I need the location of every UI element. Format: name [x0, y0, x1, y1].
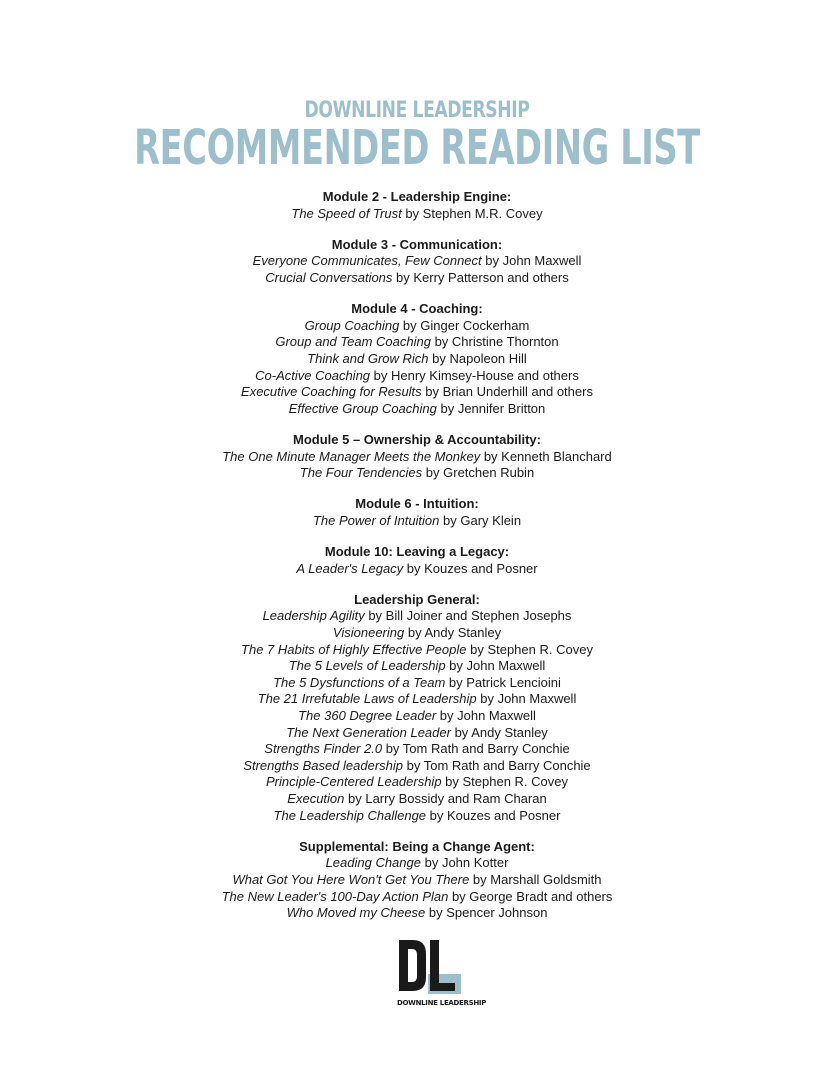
header-supertitle: DOWNLINE LEADERSHIP — [304, 98, 530, 123]
reading-section — [0, 839, 834, 922]
book-author: by Patrick Lencioini — [445, 674, 561, 690]
book-entry — [0, 725, 834, 742]
reading-section — [0, 432, 834, 482]
book-entry — [0, 561, 834, 578]
book-title: Group and Team Coaching — [275, 334, 431, 350]
book-title: Co-Active Coaching — [255, 367, 371, 383]
book-author: by Ginger Cockerham — [399, 317, 530, 333]
book-title: The Power of Intuition — [312, 512, 440, 528]
book-title: Who Moved my Cheese — [286, 905, 426, 921]
dl-logo-mark — [397, 938, 463, 996]
book-author: by John Maxwell — [481, 253, 582, 269]
book-entry — [0, 758, 834, 775]
book-entry — [0, 774, 834, 791]
book-author: by Gretchen Rubin — [422, 465, 535, 481]
book-title: The 7 Habits of Highly Effective People — [241, 641, 467, 657]
book-entry — [0, 449, 834, 466]
book-entry — [0, 318, 834, 335]
book-title: Strengths Based leadership — [243, 757, 404, 773]
book-title: Visioneering — [332, 625, 405, 641]
book-author: by Bill Joiner and Stephen Josephs — [364, 608, 572, 624]
book-author: by Kouzes and Posner — [426, 807, 561, 823]
book-entry — [0, 465, 834, 482]
book-entry — [0, 658, 834, 675]
book-title: Leadership Agility — [262, 608, 365, 624]
book-author: by John Maxwell — [445, 658, 546, 674]
reading-section — [0, 544, 834, 577]
book-entry — [0, 855, 834, 872]
book-title: The Next Generation Leader — [286, 724, 451, 740]
book-author: by Napoleon Hill — [428, 350, 527, 366]
section-title: Module 4 - Coaching: — [351, 301, 483, 317]
book-title: The 21 Irrefutable Laws of Leadership — [257, 691, 477, 707]
book-author: by Stephen R. Covey — [466, 641, 593, 657]
book-author: by John Maxwell — [476, 691, 577, 707]
book-author: by Marshall Goldsmith — [469, 871, 602, 887]
book-entry — [0, 905, 834, 922]
book-title: Executive Coaching for Results — [241, 384, 422, 400]
book-entry — [0, 384, 834, 401]
book-title: Crucial Conversations — [265, 269, 393, 285]
book-title: The One Minute Manager Meets the Monkey — [222, 448, 481, 464]
book-author: by Larry Bossidy and Ram Charan — [344, 790, 547, 806]
book-entry — [0, 334, 834, 351]
book-entry — [0, 206, 834, 223]
section-title: Leadership General: — [354, 591, 480, 607]
book-title: Group Coaching — [304, 317, 400, 333]
book-author: by Tom Rath and Barry Conchie — [403, 757, 591, 773]
reading-section — [0, 592, 834, 824]
book-title: What Got You Here Won't Get You There — [232, 871, 470, 887]
book-title: Strengths Finder 2.0 — [264, 741, 383, 757]
reading-section — [0, 301, 834, 417]
book-title: The Leadership Challenge — [273, 807, 427, 823]
book-title: The New Leader's 100-Day Action Plan — [221, 888, 449, 904]
book-entry — [0, 368, 834, 385]
book-author: by George Bradt and others — [448, 888, 613, 904]
book-author: by Stephen R. Covey — [441, 774, 569, 790]
book-title: Effective Group Coaching — [288, 400, 437, 416]
section-title: Module 2 - Leadership Engine: — [322, 189, 512, 204]
book-title: The 5 Dysfunctions of a Team — [273, 674, 446, 690]
book-entry — [0, 889, 834, 906]
book-entry — [0, 608, 834, 625]
book-title: The 5 Levels of Leadership — [288, 658, 446, 674]
reading-section — [0, 237, 834, 287]
book-author: by Christine Thornton — [430, 334, 559, 350]
book-entry — [0, 401, 834, 418]
book-title: The Four Tendencies — [299, 465, 423, 481]
book-entry — [0, 791, 834, 808]
book-author: by Kerry Patterson and others — [392, 269, 569, 285]
section-title: Module 3 - Communication: — [331, 236, 503, 252]
book-entry — [0, 691, 834, 708]
book-author: by Andy Stanley — [450, 724, 548, 740]
book-entry — [0, 675, 834, 692]
book-entry — [0, 253, 834, 270]
book-entry — [0, 872, 834, 889]
book-entry — [0, 808, 834, 825]
book-author: by Andy Stanley — [404, 625, 502, 641]
book-title: Principle-Centered Leadership — [265, 774, 442, 790]
book-entry — [0, 513, 834, 530]
book-entry — [0, 270, 834, 287]
book-entry — [0, 708, 834, 725]
book-title: The Speed of Trust — [291, 205, 402, 221]
book-entry — [0, 625, 834, 642]
page-title: RECOMMENDED READING LIST — [134, 120, 700, 176]
book-author: by Brian Underhill and others — [421, 384, 593, 400]
section-title: Module 10: Leaving a Legacy: — [324, 544, 510, 560]
reading-section — [0, 189, 834, 222]
book-entry — [0, 642, 834, 659]
section-title: Module 6 - Intuition: — [355, 496, 479, 512]
book-title: Think and Grow Rich — [307, 350, 429, 366]
book-author: by Tom Rath and Barry Conchie — [382, 741, 570, 757]
section-title: Supplemental: Being a Change Agent: — [299, 838, 535, 854]
book-author: by Gary Klein — [439, 512, 522, 528]
book-entry — [0, 351, 834, 368]
logo-letter-l — [430, 940, 455, 991]
book-author: by Kenneth Blanchard — [480, 448, 612, 464]
logo-letter-d — [399, 940, 426, 991]
book-title: Execution — [287, 790, 345, 806]
book-author: by John Maxwell — [436, 708, 536, 723]
section-title: Module 5 – Ownership & Accountability: — [293, 431, 541, 447]
book-entry — [0, 741, 834, 758]
book-author: by John Kotter — [420, 855, 509, 871]
book-author: by Kouzes and Posner — [403, 560, 538, 576]
reading-section — [0, 496, 834, 529]
book-title: The 360 Degree Leader — [298, 708, 437, 723]
book-title: Leading Change — [325, 855, 421, 871]
reading-list — [0, 189, 834, 936]
book-title: A Leader's Legacy — [296, 560, 404, 576]
book-author: by Henry Kimsey-House and others — [370, 367, 579, 383]
book-title: Everyone Communicates, Few Connect — [252, 253, 482, 269]
book-author: by Jennifer Britton — [436, 400, 546, 416]
logo-caption: DOWNLINE LEADERSHIP — [397, 999, 487, 1007]
book-author: by Stephen M.R. Covey — [401, 205, 543, 221]
book-author: by Spencer Johnson — [425, 905, 548, 921]
downline-leadership-logo — [397, 938, 487, 1010]
